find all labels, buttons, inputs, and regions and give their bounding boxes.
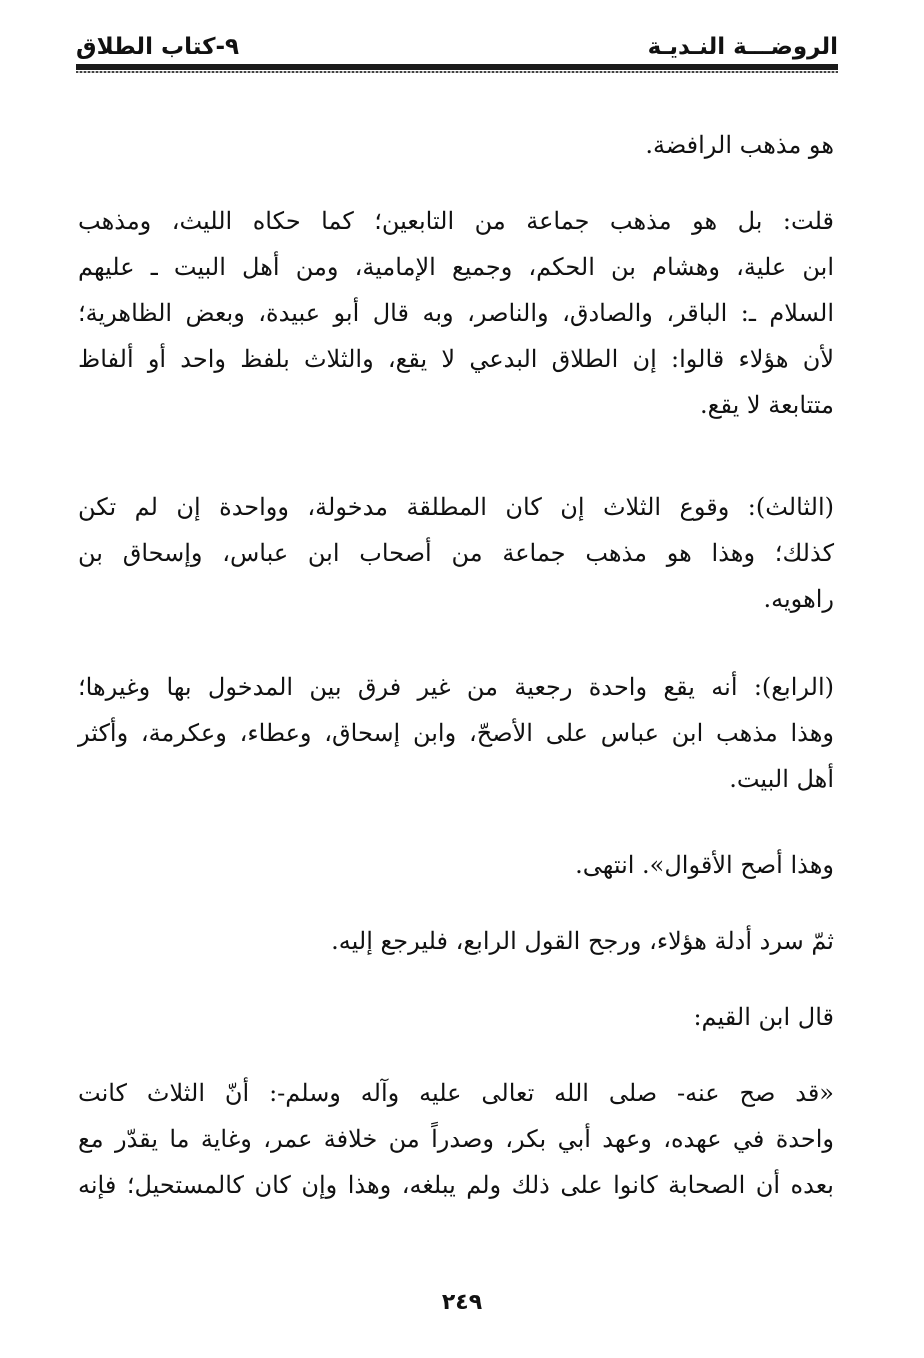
text-line: متتابعة لا يقع. — [700, 391, 834, 419]
header-rule-dotted — [76, 71, 838, 73]
paragraph-then — [78, 918, 834, 964]
chapter-title: ٩-كتاب الطلاق — [76, 34, 240, 60]
paragraph-qultu — [78, 198, 834, 428]
page-number: ٢٤٩ — [441, 1290, 483, 1315]
text-line: (الرابع): أنه يقع واحدة رجعية من غير فرق بين المدخول بها وغيرها؛ — [78, 673, 834, 701]
text-line: واحدة في عهده، وعهد أبي بكر، وصدراً من خلافة عمر، وغاية ما يقدّر مع — [78, 1125, 834, 1153]
paragraph-third-opinion — [78, 484, 834, 622]
text-line: (الثالث): وقوع الثلاث إن كان المطلقة مدخولة، وواحدة إن لم تكن — [78, 493, 834, 521]
running-header — [76, 28, 838, 64]
paragraph-fourth-opinion — [78, 664, 834, 802]
header-rule — [76, 64, 838, 70]
text-line: لأن هؤلاء قالوا: إن الطلاق البدعي لا يقع، والثلاث بلفظ واحد أو ألفاظ — [78, 345, 834, 373]
text-line: ابن علية، وهشام بن الحكم، وجميع الإمامية، ومن أهل البيت ـ عليهم — [78, 253, 834, 281]
text-line: أهل البيت. — [729, 765, 834, 793]
text-line: وهذا مذهب ابن عباس على الأصحّ، وابن إسحاق، وعطاء، وعكرمة، وأكثر — [78, 719, 834, 747]
text-line: قلت: بل هو مذهب جماعة من التابعين؛ كما حكاه الليث، ومذهب — [78, 207, 834, 235]
text-line: السلام ـ: الباقر، والصادق، والناصر، وبه قال أبو عبيدة، وبعض الظاهرية؛ — [78, 299, 834, 327]
text-line: بعده أن الصحابة كانوا على ذلك ولم يبلغه، وهذا وإن كان كالمستحيل؛ فإنه — [78, 1171, 834, 1199]
text-line: راهويه. — [763, 585, 834, 613]
text-line: قال ابن القيم: — [693, 1003, 834, 1031]
paragraph-intro — [78, 122, 834, 168]
paragraph-ibn-qayyim — [78, 994, 834, 1040]
text-line: «قد صح عنه- صلى الله تعالى عليه وآله وسلم-: أنّ الثلاث كانت — [78, 1079, 834, 1107]
text-line: ثمّ سرد أدلة هؤلاء، ورجح القول الرابع، فليرجع إليه. — [331, 927, 834, 955]
text-line: وهذا أصح الأقوال». انتهى. — [575, 851, 834, 879]
text-line: كذلك؛ وهذا هو مذهب جماعة من أصحاب ابن عباس، وإسحاق بن — [78, 539, 835, 567]
text-line: هو مذهب الرافضة. — [645, 131, 834, 159]
paragraph-quote-end — [78, 842, 834, 888]
book-title: الروضـــة النـديـة — [647, 34, 838, 60]
paragraph-quote — [78, 1070, 834, 1208]
